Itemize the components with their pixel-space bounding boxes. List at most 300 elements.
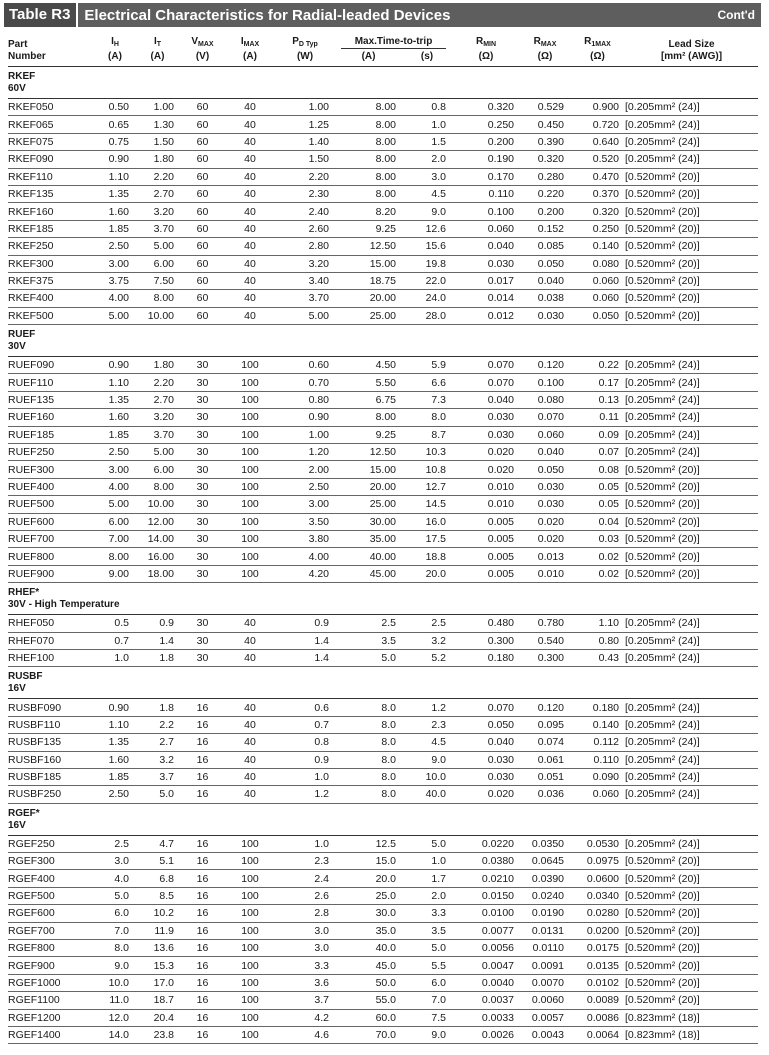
value-cell: 45.00 [335, 565, 402, 582]
value-cell: 0.200 [520, 203, 570, 220]
value-cell: 0.0135 [570, 957, 625, 974]
value-cell: 7.50 [135, 272, 180, 289]
value-cell: 18.8 [402, 548, 452, 565]
value-cell: 0.190 [452, 151, 520, 168]
value-cell: [0.205mm² (24)] [625, 649, 758, 666]
value-cell: 40 [225, 290, 275, 307]
value-cell: 40 [225, 168, 275, 185]
value-cell: 100 [225, 478, 275, 495]
value-cell: 1.10 [95, 716, 135, 733]
value-cell: 0.0043 [520, 1026, 570, 1043]
value-cell: 70.0 [335, 1026, 402, 1043]
value-cell: 0.0070 [520, 974, 570, 991]
value-cell: 0.0210 [452, 870, 520, 887]
value-cell: 60 [180, 133, 225, 150]
value-cell: 40 [225, 133, 275, 150]
value-cell: 40 [225, 632, 275, 649]
value-cell: 0.180 [452, 649, 520, 666]
table-row [8, 992, 758, 1009]
value-cell: 2.6 [275, 887, 335, 904]
value-cell: 5.50 [335, 374, 402, 391]
value-cell: 14.0 [95, 1026, 135, 1043]
value-cell: 100 [225, 887, 275, 904]
value-cell: [0.520mm² (20)] [625, 530, 758, 547]
value-cell: 40 [225, 768, 275, 785]
value-cell: 4.7 [135, 835, 180, 852]
value-cell: 60 [180, 290, 225, 307]
value-cell: 55.0 [335, 992, 402, 1009]
value-cell: 1.00 [275, 426, 335, 443]
value-cell: 16 [180, 974, 225, 991]
value-cell: 4.5 [402, 734, 452, 751]
series-voltage: 30V - High Temperature [8, 599, 120, 611]
value-cell: 0.390 [520, 133, 570, 150]
value-cell: [0.520mm² (20)] [625, 513, 758, 530]
value-cell: [0.520mm² (20)] [625, 478, 758, 495]
value-cell: 8.00 [335, 116, 402, 133]
value-cell: [0.205mm² (24)] [625, 734, 758, 751]
value-cell: 4.00 [275, 548, 335, 565]
value-cell: 2.0 [402, 887, 452, 904]
value-cell: 6.6 [402, 374, 452, 391]
series-voltage: 16V [8, 683, 26, 695]
value-cell: 3.0 [402, 168, 452, 185]
value-cell: 5.0 [402, 835, 452, 852]
value-cell: 8.00 [335, 151, 402, 168]
table-row [8, 374, 758, 391]
value-cell: 2.5 [335, 615, 402, 632]
value-cell: 25.00 [335, 307, 402, 324]
table-row [8, 786, 758, 803]
value-cell: [0.520mm² (20)] [625, 870, 758, 887]
value-cell: [0.520mm² (20)] [625, 565, 758, 582]
series-name: RHEF* [8, 587, 40, 599]
value-cell: 0.70 [275, 374, 335, 391]
value-cell: 16 [180, 768, 225, 785]
value-cell: 15.3 [135, 957, 180, 974]
value-cell: [0.205mm² (24)] [625, 786, 758, 803]
value-cell: 2.80 [275, 238, 335, 255]
value-cell: [0.520mm² (20)] [625, 185, 758, 202]
value-cell: [0.520mm² (20)] [625, 203, 758, 220]
value-cell: 3.70 [135, 220, 180, 237]
value-cell: 15.6 [402, 238, 452, 255]
value-cell: 12.7 [402, 478, 452, 495]
part-number-cell: RUSBF250 [8, 786, 95, 803]
value-cell: 1.60 [95, 409, 135, 426]
value-cell: 0.0340 [570, 887, 625, 904]
table-row [8, 548, 758, 565]
value-cell: 10.0 [402, 768, 452, 785]
value-cell: 7.5 [402, 1009, 452, 1026]
value-cell: 0.030 [452, 426, 520, 443]
part-number-cell: RGEF1400 [8, 1026, 95, 1043]
table-title-bar [4, 3, 761, 27]
value-cell: [0.520mm² (20)] [625, 168, 758, 185]
value-cell: 0.0089 [570, 992, 625, 1009]
value-cell: [0.520mm² (20)] [625, 496, 758, 513]
value-cell: [0.520mm² (20)] [625, 307, 758, 324]
value-cell: 9.25 [335, 426, 402, 443]
part-number-cell: RUSBF160 [8, 751, 95, 768]
value-cell: 0.90 [275, 409, 335, 426]
value-cell: [0.205mm² (24)] [625, 151, 758, 168]
value-cell: 28.0 [402, 307, 452, 324]
value-cell: 2.3 [275, 853, 335, 870]
series-name: RUEF [8, 329, 36, 341]
value-cell: 2.50 [275, 478, 335, 495]
section-title [8, 67, 758, 99]
value-cell: 30 [180, 632, 225, 649]
value-cell: 0.070 [452, 357, 520, 374]
value-cell: 0.08 [570, 461, 625, 478]
value-cell: 30 [180, 496, 225, 513]
part-number-cell: RUSBF110 [8, 716, 95, 733]
value-cell: 40 [225, 734, 275, 751]
table-row [8, 444, 758, 461]
part-number-cell: RKEF400 [8, 290, 95, 307]
value-cell: 0.085 [520, 238, 570, 255]
part-number-cell: RUEF800 [8, 548, 95, 565]
value-cell: 0.5 [95, 615, 135, 632]
value-cell: 0.520 [570, 151, 625, 168]
value-cell: 0.030 [452, 409, 520, 426]
value-cell: 0.280 [520, 168, 570, 185]
value-cell: 8.00 [335, 409, 402, 426]
value-cell: 0.0026 [452, 1026, 520, 1043]
part-number-cell: RKEF090 [8, 151, 95, 168]
value-cell: 1.4 [275, 632, 335, 649]
value-cell: 5.00 [135, 238, 180, 255]
value-cell: 0.320 [570, 203, 625, 220]
value-cell: 0.0047 [452, 957, 520, 974]
value-cell: 5.0 [135, 786, 180, 803]
value-cell: 1.7 [402, 870, 452, 887]
section-header [8, 325, 758, 357]
value-cell: 2.50 [95, 786, 135, 803]
value-cell: 8.0 [335, 768, 402, 785]
value-cell: 9.00 [95, 565, 135, 582]
value-cell: 30 [180, 530, 225, 547]
value-cell: 20.0 [402, 565, 452, 582]
value-cell: 0.030 [452, 768, 520, 785]
value-cell: [0.205mm² (24)] [625, 716, 758, 733]
value-cell: 16 [180, 699, 225, 716]
value-cell: 1.0 [95, 649, 135, 666]
value-cell: 0.9 [275, 751, 335, 768]
value-cell: 3.00 [95, 255, 135, 272]
table-row [8, 922, 758, 939]
value-cell: [0.520mm² (20)] [625, 272, 758, 289]
value-cell: 100 [225, 957, 275, 974]
value-cell: 6.00 [95, 513, 135, 530]
col-imax: $I_{MAX}$ (A) [225, 36, 275, 67]
value-cell: 8.0 [95, 940, 135, 957]
value-cell: 0.0091 [520, 957, 570, 974]
value-cell: 100 [225, 835, 275, 852]
value-cell: 0.010 [452, 496, 520, 513]
value-cell: 1.35 [95, 734, 135, 751]
value-cell: 3.20 [135, 409, 180, 426]
value-cell: 0.020 [520, 513, 570, 530]
value-cell: 1.8 [135, 699, 180, 716]
series-name: RKEF [8, 71, 36, 82]
value-cell: 12.50 [335, 238, 402, 255]
value-cell: 0.13 [570, 391, 625, 408]
value-cell: 60 [180, 220, 225, 237]
value-cell: 1.85 [95, 768, 135, 785]
part-number-cell: RHEF100 [8, 649, 95, 666]
value-cell: 100 [225, 391, 275, 408]
value-cell: [0.520mm² (20)] [625, 887, 758, 904]
value-cell: 16 [180, 751, 225, 768]
value-cell: 2.20 [135, 374, 180, 391]
value-cell: 0.250 [570, 220, 625, 237]
value-cell: 0.0060 [520, 992, 570, 1009]
part-number-cell: RUEF500 [8, 496, 95, 513]
value-cell: 0.480 [452, 615, 520, 632]
value-cell: 0.07 [570, 444, 625, 461]
header-row [8, 36, 758, 67]
value-cell: 0.0100 [452, 905, 520, 922]
value-cell: 60 [180, 116, 225, 133]
value-cell: 16 [180, 922, 225, 939]
value-cell: [0.205mm² (24)] [625, 133, 758, 150]
col-lead-size: Lead Size [mm² (AWG)] [625, 36, 758, 67]
value-cell: 0.020 [520, 530, 570, 547]
part-number-cell: RKEF160 [8, 203, 95, 220]
value-cell: 0.65 [95, 116, 135, 133]
value-cell: 4.6 [275, 1026, 335, 1043]
value-cell: 0.020 [452, 461, 520, 478]
value-cell: 0.200 [452, 133, 520, 150]
value-cell: 0.02 [570, 565, 625, 582]
value-cell: [0.520mm² (20)] [625, 548, 758, 565]
value-cell: 10.00 [135, 307, 180, 324]
value-cell: 30 [180, 409, 225, 426]
value-cell: 10.3 [402, 444, 452, 461]
value-cell: 0.030 [520, 496, 570, 513]
value-cell: 0.095 [520, 716, 570, 733]
part-number-cell: RUSBF185 [8, 768, 95, 785]
value-cell: 30.00 [335, 513, 402, 530]
value-cell: 1.0 [402, 116, 452, 133]
value-cell: [0.205mm² (24)] [625, 615, 758, 632]
value-cell: 5.5 [402, 957, 452, 974]
value-cell: 0.180 [570, 699, 625, 716]
value-cell: 100 [225, 374, 275, 391]
table-number: Table R3 [4, 3, 78, 27]
value-cell: 40 [225, 116, 275, 133]
value-cell: 1.30 [135, 116, 180, 133]
table-row [8, 1026, 758, 1043]
value-cell: 6.00 [135, 461, 180, 478]
value-cell: 0.050 [520, 461, 570, 478]
part-number-cell: RUEF090 [8, 357, 95, 374]
value-cell: 1.2 [275, 786, 335, 803]
value-cell: 0.0220 [452, 835, 520, 852]
col-rmax: $R_{MAX}$ (Ω) [520, 36, 570, 67]
value-cell: 0.030 [520, 478, 570, 495]
value-cell: 0.0064 [570, 1026, 625, 1043]
value-cell: 40 [225, 615, 275, 632]
table-title: Electrical Characteristics for Radial-leaded Devices [84, 6, 451, 24]
value-cell: 60 [180, 99, 225, 116]
value-cell: 60 [180, 272, 225, 289]
value-cell: 40 [225, 751, 275, 768]
value-cell: 4.5 [402, 185, 452, 202]
value-cell: 10.2 [135, 905, 180, 922]
value-cell: 0.014 [452, 290, 520, 307]
value-cell: 12.6 [402, 220, 452, 237]
value-cell: 1.80 [135, 151, 180, 168]
part-number-cell: RUEF110 [8, 374, 95, 391]
value-cell: 0.051 [520, 768, 570, 785]
value-cell: 3.3 [275, 957, 335, 974]
value-cell: 40 [225, 185, 275, 202]
value-cell: 100 [225, 496, 275, 513]
value-cell: 5.9 [402, 357, 452, 374]
value-cell: 2.7 [135, 734, 180, 751]
value-cell: 16 [180, 957, 225, 974]
value-cell: 0.0390 [520, 870, 570, 887]
value-cell: 16.0 [402, 513, 452, 530]
value-cell: 8.5 [135, 887, 180, 904]
table-row [8, 649, 758, 666]
value-cell: 100 [225, 940, 275, 957]
value-cell: 2.00 [275, 461, 335, 478]
part-number-cell: RKEF300 [8, 255, 95, 272]
value-cell: 1.4 [275, 649, 335, 666]
value-cell: 0.005 [452, 548, 520, 565]
value-cell: 0.0037 [452, 992, 520, 1009]
value-cell: 0.04 [570, 513, 625, 530]
value-cell: 0.005 [452, 565, 520, 582]
value-cell: 2.70 [135, 391, 180, 408]
value-cell: 0.152 [520, 220, 570, 237]
section-header [8, 67, 758, 99]
series-voltage: 30V [8, 341, 26, 353]
value-cell: 15.0 [335, 853, 402, 870]
value-cell: 40 [225, 307, 275, 324]
value-cell: 3.40 [275, 272, 335, 289]
value-cell: 0.074 [520, 734, 570, 751]
value-cell: 3.7 [275, 992, 335, 1009]
value-cell: 40.0 [335, 940, 402, 957]
section-header [8, 667, 758, 699]
col-pd-typ: $P_{D Typ}$ (W) [275, 36, 335, 67]
value-cell: 4.2 [275, 1009, 335, 1026]
part-number-cell: RUSBF135 [8, 734, 95, 751]
value-cell: 1.50 [275, 151, 335, 168]
table-row [8, 185, 758, 202]
value-cell: 2.50 [95, 444, 135, 461]
col-rmin: $R_{MIN}$ (Ω) [452, 36, 520, 67]
value-cell: 0.030 [520, 307, 570, 324]
value-cell: 5.0 [335, 649, 402, 666]
value-cell: 17.5 [402, 530, 452, 547]
value-cell: 40 [225, 238, 275, 255]
value-cell: 30 [180, 565, 225, 582]
value-cell: 0.0040 [452, 974, 520, 991]
value-cell: 30 [180, 461, 225, 478]
value-cell: 0.540 [520, 632, 570, 649]
value-cell: [0.823mm² (18)] [625, 1009, 758, 1026]
table-row [8, 565, 758, 582]
value-cell: 16 [180, 1009, 225, 1026]
table-row [8, 974, 758, 991]
part-number-cell: RGEF800 [8, 940, 95, 957]
part-number-cell: RKEF375 [8, 272, 95, 289]
value-cell: [0.205mm² (24)] [625, 374, 758, 391]
value-cell: 0.017 [452, 272, 520, 289]
table-row [8, 957, 758, 974]
value-cell: 0.0200 [570, 922, 625, 939]
value-cell: 20.4 [135, 1009, 180, 1026]
value-cell: 16 [180, 786, 225, 803]
value-cell: 0.090 [570, 768, 625, 785]
value-cell: 7.0 [402, 992, 452, 1009]
value-cell: 8.0 [402, 409, 452, 426]
value-cell: 0.7 [275, 716, 335, 733]
value-cell: 1.60 [95, 751, 135, 768]
part-number-cell: RGEF250 [8, 835, 95, 852]
value-cell: 16 [180, 940, 225, 957]
value-cell: 16 [180, 992, 225, 1009]
part-number-cell: RKEF065 [8, 116, 95, 133]
value-cell: 2.5 [95, 835, 135, 852]
value-cell: 0.50 [95, 99, 135, 116]
value-cell: 0.05 [570, 496, 625, 513]
value-cell: 3.0 [95, 853, 135, 870]
value-cell: 2.50 [95, 238, 135, 255]
value-cell: 1.10 [570, 615, 625, 632]
value-cell: 0.0131 [520, 922, 570, 939]
value-cell: 40 [225, 716, 275, 733]
col-time-to-trip: Max.Time-to-trip (A) (s) [335, 36, 452, 67]
part-number-cell: RGEF700 [8, 922, 95, 939]
value-cell: 14.5 [402, 496, 452, 513]
value-cell: 100 [225, 548, 275, 565]
value-cell: 1.35 [95, 391, 135, 408]
value-cell: 0.0645 [520, 853, 570, 870]
value-cell: 16 [180, 853, 225, 870]
value-cell: 30 [180, 426, 225, 443]
value-cell: 2.60 [275, 220, 335, 237]
value-cell: 0.220 [520, 185, 570, 202]
value-cell: 12.00 [135, 513, 180, 530]
value-cell: 9.0 [402, 203, 452, 220]
value-cell: 11.9 [135, 922, 180, 939]
value-cell: 30 [180, 391, 225, 408]
value-cell: 8.00 [335, 99, 402, 116]
table-row [8, 853, 758, 870]
value-cell: 60 [180, 185, 225, 202]
value-cell: [0.205mm² (24)] [625, 699, 758, 716]
value-cell: 0.060 [520, 426, 570, 443]
value-cell: 0.80 [570, 632, 625, 649]
value-cell: 0.110 [452, 185, 520, 202]
value-cell: 0.0057 [520, 1009, 570, 1026]
value-cell: 0.110 [570, 751, 625, 768]
part-number-cell: RUEF185 [8, 426, 95, 443]
value-cell: 0.720 [570, 116, 625, 133]
value-cell: 35.00 [335, 530, 402, 547]
table-row [8, 203, 758, 220]
value-cell: 1.20 [275, 444, 335, 461]
value-cell: 2.30 [275, 185, 335, 202]
value-cell: 1.0 [275, 835, 335, 852]
